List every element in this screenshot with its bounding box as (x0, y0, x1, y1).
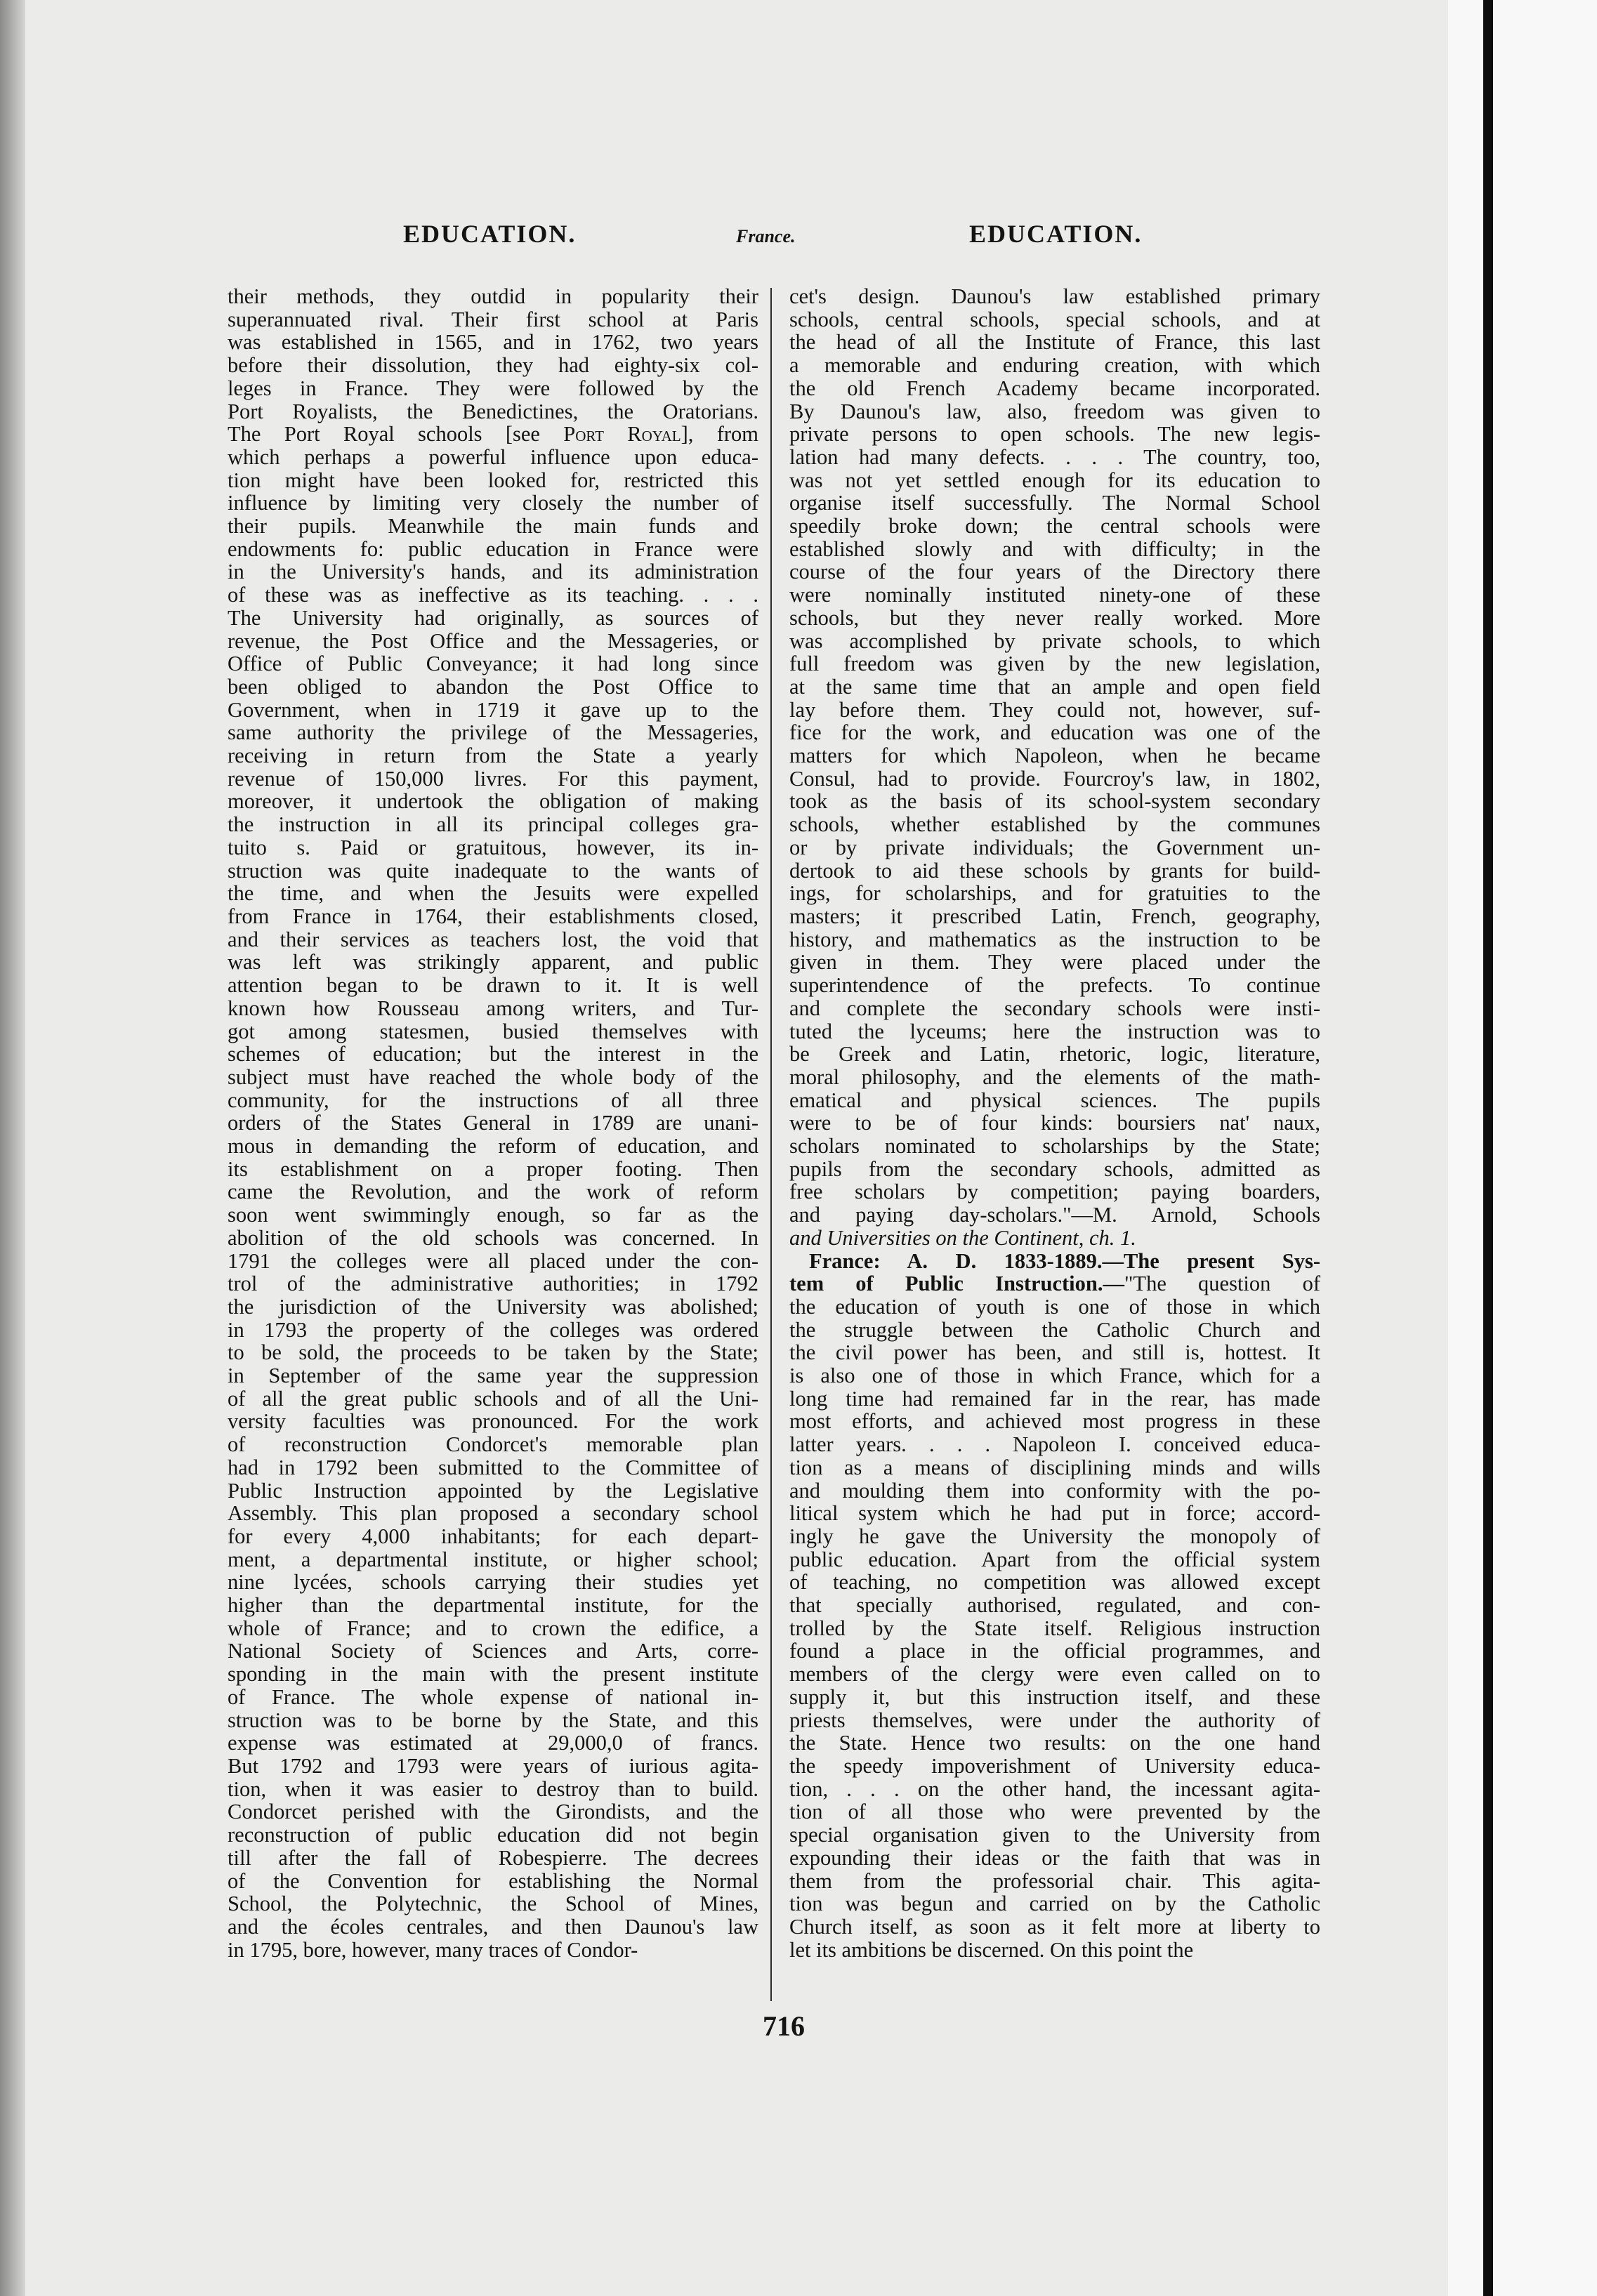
right-column (789, 285, 1320, 1961)
text-line: masters; it prescribed Latin, French, geography, (789, 904, 1320, 928)
text-line: But 1792 and 1793 were years of iurious agita- (228, 1754, 758, 1778)
text-line: expense was estimated at 29,000,0 of francs. (228, 1731, 758, 1755)
text-line: of reconstruction Condorcet's memorable plan (228, 1432, 758, 1457)
text-line: private persons to open schools. The new legis- (789, 422, 1320, 447)
text-line: the education of youth is one of those in which (789, 1294, 1320, 1319)
text-line: to be sold, the proceeds to be taken by the State; (228, 1340, 758, 1365)
text-line: and the écoles centrales, and then Daunou's law (228, 1914, 758, 1939)
text-line: tion, . . . on the other hand, the incessant agita- (789, 1776, 1320, 1801)
text-line: special organisation given to the University from (789, 1823, 1320, 1847)
text-line: of teaching, no competition was allowed except (789, 1570, 1320, 1595)
text-line: organise itself successfully. The Normal School (789, 491, 1320, 515)
text-line: the time, and when the Jesuits were expelled (228, 881, 758, 906)
text-line: endowments fo: public education in France were (228, 536, 758, 561)
text-line: till after the fall of Robespierre. The decrees (228, 1845, 758, 1870)
text-line: had in 1792 been submitted to the Committee of (228, 1455, 758, 1479)
text-line: schools, central schools, special schools, and at (789, 307, 1320, 331)
text-line: got among statesmen, busied themselves with (228, 1019, 758, 1043)
text-line: latter years. . . . Napoleon I. conceived educa- (789, 1432, 1320, 1457)
text-line: Port Royalists, the Benedictines, the Oratorians. (228, 399, 758, 423)
text-line: litical system which he had put in force; accord- (789, 1501, 1320, 1526)
text-line: tion, when it was easier to destroy than to build. (228, 1776, 758, 1801)
text-line: ings, for scholarships, and for gratuities to the (789, 881, 1320, 906)
text-line: of these was as ineffective as its teaching. . . . (228, 583, 758, 607)
text-line: same authority the privilege of the Messageries, (228, 720, 758, 745)
text-line: priests themselves, were under the authority of (789, 1708, 1320, 1732)
text-line: free scholars by competition; paying boarders, (789, 1180, 1320, 1204)
text-line: before their dissolution, they had eighty-six col- (228, 353, 758, 378)
text-line: were to be of four kinds: boursiers nat' naux, (789, 1111, 1320, 1135)
text-line: that specially authorised, regulated, and con- (789, 1593, 1320, 1618)
text-line: history, and mathematics as the instruction to be (789, 927, 1320, 951)
text-line: is also one of those in which France, which for a (789, 1364, 1320, 1388)
running-head-left: EDUCATION. (403, 220, 577, 248)
text-line: the civil power has been, and still is, hottest. It (789, 1340, 1320, 1365)
text-line: the speedy impoverishment of University educa- (789, 1754, 1320, 1778)
text-line: full freedom was given by the new legislation, (789, 652, 1320, 676)
text-line: pupils from the secondary schools, admitted as (789, 1156, 1320, 1181)
text-line: tion was begun and carried on by the Catholic (789, 1892, 1320, 1916)
text-line: a memorable and enduring creation, with which (789, 353, 1320, 378)
spine-line (1483, 0, 1493, 2296)
text-line: or by private individuals; the Government un- (789, 835, 1320, 859)
text-line: the head of all the Institute of France, this last (789, 330, 1320, 355)
text-line: School, the Polytechnic, the School of Mines, (228, 1892, 758, 1916)
text-line: tion of all those who were prevented by the (789, 1800, 1320, 1824)
text-line: lation had many defects. . . . The country, too, (789, 444, 1320, 469)
page-number: 716 (763, 2010, 805, 2042)
text-line: the State. Hence two results: on the one hand (789, 1731, 1320, 1755)
text-line: superannuated rival. Their first school at Paris (228, 307, 758, 331)
text-line: tion as a means of disciplining minds and wills (789, 1455, 1320, 1479)
text-line: lay before them. They could not, however, suf- (789, 697, 1320, 722)
text-line: and paying day-scholars."—M. Arnold, Schools (789, 1203, 1320, 1227)
text-line: superintendence of the prefects. To continue (789, 973, 1320, 998)
text-line: long time had remained far in the rear, has made (789, 1386, 1320, 1411)
text-line: them from the professorial chair. This agita- (789, 1868, 1320, 1893)
text-line: was not yet settled enough for its education to (789, 468, 1320, 492)
text-line: fice for the work, and education was one of the (789, 720, 1320, 745)
text-line: of the Convention for establishing the Normal (228, 1868, 758, 1893)
text-line: cet's design. Daunou's law established primary (789, 284, 1320, 308)
text-line: of France. The whole expense of national in- (228, 1684, 758, 1709)
text-line: dertook to aid these schools by grants for build- (789, 858, 1320, 883)
text-line: the struggle between the Catholic Church and (789, 1317, 1320, 1342)
text-line: receiving in return from the State a yearly (228, 744, 758, 768)
text-line: ematical and physical sciences. The pupils (789, 1088, 1320, 1112)
text-line: the instruction in all its principal colleges gra- (228, 812, 758, 837)
text-line: abolition of the old schools was concerned. In (228, 1225, 758, 1250)
text-line: took as the basis of its school-system secondary (789, 789, 1320, 814)
text-line: moreover, it undertook the obligation of making (228, 789, 758, 814)
text-line: tuito s. Paid or gratuitous, however, its in- (228, 835, 758, 859)
text-line: course of the four years of the Directory there (789, 560, 1320, 584)
text-line: in September of the same year the suppression (228, 1364, 758, 1388)
text-line: their pupils. Meanwhile the main funds and (228, 514, 758, 539)
text-line: in the University's hands, and its administration (228, 560, 758, 584)
text-line: the old French Academy became incorporated. (789, 376, 1320, 400)
text-line: was established in 1565, and in 1762, two years (228, 330, 758, 355)
text-line: established slowly and with difficulty; in the (789, 536, 1320, 561)
left-column (228, 285, 758, 1961)
text-line: leges in France. They were followed by the (228, 376, 758, 400)
text-line: attention began to be drawn to it. It is well (228, 973, 758, 998)
text-line: influence by limiting very closely the number of (228, 491, 758, 515)
text-line: in 1793 the property of the colleges was ordered (228, 1317, 758, 1342)
text-line: higher than the departmental institute, for the (228, 1593, 758, 1618)
text-line: and complete the secondary schools were insti- (789, 996, 1320, 1020)
text-line: trol of the administrative authorities; in 1792 (228, 1272, 758, 1296)
text-line: given in them. They were placed under the (789, 950, 1320, 975)
text-line: scholars nominated to scholarships by the State; (789, 1134, 1320, 1159)
text-line: Consul, had to provide. Fourcroy's law, in 1802, (789, 766, 1320, 791)
text-line: its establishment on a proper footing. Then (228, 1156, 758, 1181)
text-line: found a place in the official programmes, and (789, 1639, 1320, 1663)
text-line: Government, when in 1719 it gave up to the (228, 697, 758, 722)
text-line: been obliged to abandon the Post Office to (228, 674, 758, 699)
text-line: were nominally instituted ninety-one of these (789, 583, 1320, 607)
text-line: struction was to be borne by the State, and this (228, 1708, 758, 1732)
text-line: trolled by the State itself. Religious instruction (789, 1616, 1320, 1640)
text-line: 1791 the colleges were all placed under the con- (228, 1248, 758, 1273)
entry-quote-start: "The question of (1124, 1272, 1320, 1296)
text-line: The University had originally, as sources of (228, 605, 758, 630)
text-line: struction was quite inadequate to the wants of (228, 858, 758, 883)
text-line: matters for which Napoleon, when he became (789, 744, 1320, 768)
text-line: schemes of education; but the interest in the (228, 1042, 758, 1067)
text-line: schools, but they never really worked. More (789, 605, 1320, 630)
text-line: Assembly. This plan proposed a secondary school (228, 1501, 758, 1526)
text-line: expounding their ideas or the faith that was in (789, 1845, 1320, 1870)
text-line: let its ambitions be discerned. On this point the (789, 1937, 1194, 1962)
text-line: revenue of 150,000 livres. For this payment, (228, 766, 758, 791)
text-line: By Daunou's law, also, freedom was given to (789, 399, 1320, 423)
text-line: ingly he gave the University the monopoly of (789, 1524, 1320, 1548)
text-line: soon went swimmingly enough, so far as the (228, 1203, 758, 1227)
text-line: the jurisdiction of the University was abolished; (228, 1294, 758, 1319)
entry-heading: France: A. D. 1833-1889.—The present Sys- (809, 1248, 1320, 1273)
text-line: sponding in the main with the present institute (228, 1662, 758, 1687)
text-line: most efforts, and achieved most progress in these (789, 1409, 1320, 1434)
text-line: of all the great public schools and of all the Uni- (228, 1386, 758, 1411)
text-line: from France in 1764, their establishments closed, (228, 904, 758, 928)
text-line: nine lycées, schools carrying their studies yet (228, 1570, 758, 1595)
column-rule (770, 288, 772, 2001)
text-line: their methods, they outdid in popularity their (228, 284, 758, 308)
text-line: and Universities on the Continent, ch. 1. (789, 1225, 1136, 1250)
text-line: members of the clergy were even called on to (789, 1662, 1320, 1687)
right-margin-strip (1448, 0, 1597, 2296)
text-line: known how Rousseau among writers, and Tur- (228, 996, 758, 1020)
text-line: subject must have reached the whole body of the (228, 1064, 758, 1089)
text-line: versity faculties was pronounced. For the work (228, 1409, 758, 1434)
page-edge-shadow (0, 0, 25, 2296)
text-line: for every 4,000 inhabitants; for each depart- (228, 1524, 758, 1548)
text-line: Church itself, as soon as it felt more at liberty to (789, 1914, 1320, 1939)
text-line: came the Revolution, and the work of reform (228, 1180, 758, 1204)
text-line: speedily broke down; the central schools were (789, 514, 1320, 539)
text-line: which perhaps a powerful influence upon educa- (228, 444, 758, 469)
text-line: tuted the lyceums; here the instruction was to (789, 1019, 1320, 1043)
running-head-center: France. (736, 226, 796, 246)
text-line: whole of France; and to crown the edifice, a (228, 1616, 758, 1640)
text-line: reconstruction of public education did not begin (228, 1823, 758, 1847)
text-line: and moulding them into conformity with the po- (789, 1478, 1320, 1503)
text-line: National Society of Sciences and Arts, corre- (228, 1639, 758, 1663)
text-line: moral philosophy, and the elements of the math- (789, 1064, 1320, 1089)
text-line: schools, whether established by the communes (789, 812, 1320, 837)
text-line: tion might have been looked for, restricted this (228, 468, 758, 492)
text-line: Condorcet perished with the Girondists, and the (228, 1800, 758, 1824)
cross-reference: Port Royal (563, 422, 681, 447)
text-line: was left was strikingly apparent, and public (228, 950, 758, 975)
text-line: Public Instruction appointed by the Legislative (228, 1478, 758, 1503)
text-line: supply it, but this instruction itself, and these (789, 1684, 1320, 1709)
text-line: revenue, the Post Office and the Messageries, or (228, 628, 758, 653)
text-line: Office of Public Conveyance; it had long since (228, 652, 758, 676)
entry-heading-continued: tem of Public Instruction.— (789, 1272, 1124, 1296)
text-line: The Port Royal schools [see Port Royal], from (228, 422, 759, 447)
text-line: orders of the States General in 1789 are unani- (228, 1111, 758, 1135)
text-line: and their services as teachers lost, the void that (228, 927, 758, 951)
text-line: at the same time that an ample and open field (789, 674, 1320, 699)
entry-heading-line-2 (789, 1272, 1320, 1295)
running-head-right: EDUCATION. (969, 220, 1143, 248)
text-line: was accomplished by private schools, to which (789, 628, 1320, 653)
text-line: public education. Apart from the official system (789, 1547, 1320, 1571)
text-line: mous in demanding the reform of education, and (228, 1134, 758, 1159)
text-line: in 1795, bore, however, many traces of Condor- (228, 1937, 638, 1962)
text-line: ment, a departmental institute, or higher school; (228, 1547, 758, 1571)
text-line: be Greek and Latin, rhetoric, logic, literature, (789, 1042, 1320, 1067)
text-line: community, for the instructions of all three (228, 1088, 758, 1112)
